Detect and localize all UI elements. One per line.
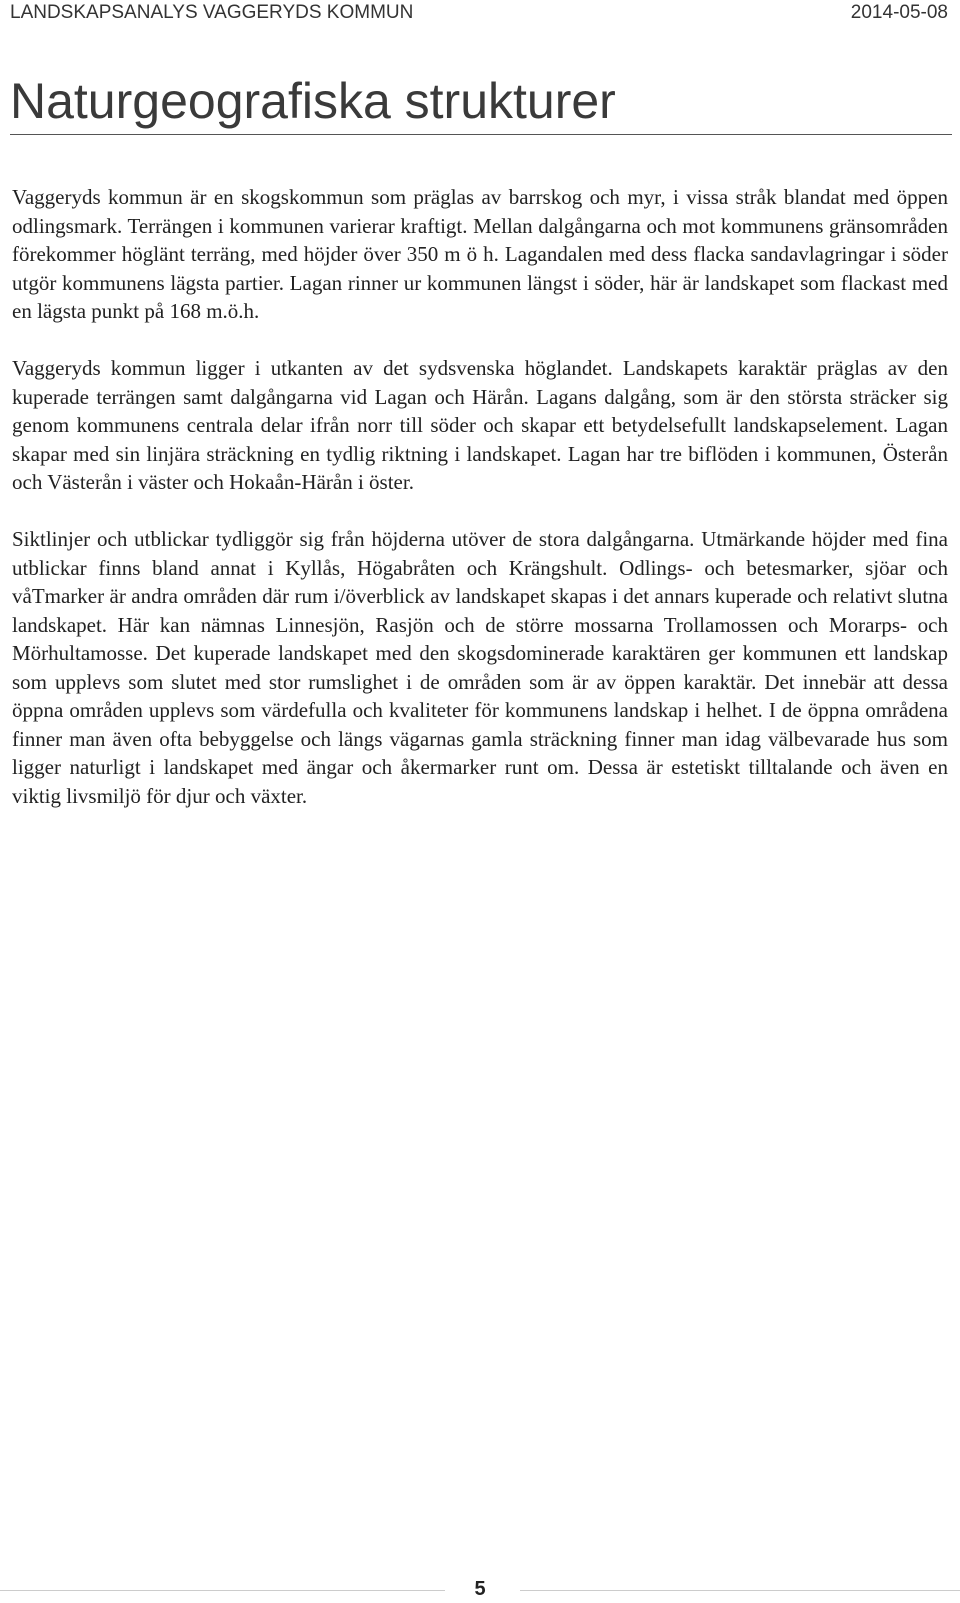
page-number: 5: [474, 1578, 486, 1600]
title-divider: [10, 134, 952, 135]
paragraph-2: Vaggeryds kommun ligger i utkanten av det sydsvenska höglandet. Landskapets karaktär präglas av den kuperade terrängen samt dalgångarna vid Lagan och Härån. Lagans dalgång, som är den största sträcker sig genom kommunens centrala delar ifrån norr till söder och skapar ett betydelsefullt landskapselement. Lagan skapar med sin linjära sträckning en tydlig riktning i landskapet. Lagan har tre biflöden i kommunen, Österån och Västerån i väster och Hokaån-Härån i öster.: [12, 356, 948, 494]
paragraph-3: Siktlinjer och utblickar tydliggör sig från höjderna utöver de stora dalgångarna. Utmärkande höjder med fina utblickar finns bland annat i Kyllås, Högabråten och Krängshult. Odlings- och betesmarker, sjöar och våTmarker är andra områden där rum i/överblick av landskapet skapas i det annars kuperade och relativt slutna landskapet. Här kan nämnas Linnesjön, Rasjön och de större mossarna Trollamossen och Morarps- och Mörhultamosse. Det kuperade landskapet med den skogsdominerade karaktären ger kommunen ett landskap som upplevs som slutet med stor rumslighet i de områden som är av öppen karaktär. Det innebär att dessa öppna områden upplevs som värdefulla och kvaliteter för kommunens landskap i helhet. I de öppna områdena finner man även ofta bebyggelse och längs vägarnas gamla sträckning finner man idag välbevarade hus som ligger naturligt i landskapet med ängar och åkermarker runt om. Dessa är estetiskt tilltalande och även en viktig livsmiljö för djur och växter.: [12, 527, 948, 808]
document-date: 2014-05-08: [850, 2, 948, 23]
body-text: [12, 183, 948, 839]
page-header: [10, 0, 948, 26]
paragraph-1: Vaggeryds kommun är en skogskommun som präglas av barrskog och myr, i vissa stråk blandat med öppen odlingsmark. Terrängen i kommunen varierar kraftigt. Mellan dalgångarna och mot kommunens gränsområden förekommer höglänt terräng, med höjder över 350 m ö h. Lagandalen med dess flacka sandavlagringar i söder utgör kommunens lägsta partier. Lagan rinner ur kommunen längst i söder, här är landskapet som flackast med en lägsta punkt på 168 m.ö.h.: [12, 185, 948, 323]
document-title-header: LANDSKAPSANALYS VAGGERYDS KOMMUN: [10, 2, 414, 23]
footer-divider-right: [520, 1590, 960, 1591]
footer-divider-left: [0, 1590, 445, 1591]
section-title: Naturgeografiska strukturer: [10, 73, 616, 129]
